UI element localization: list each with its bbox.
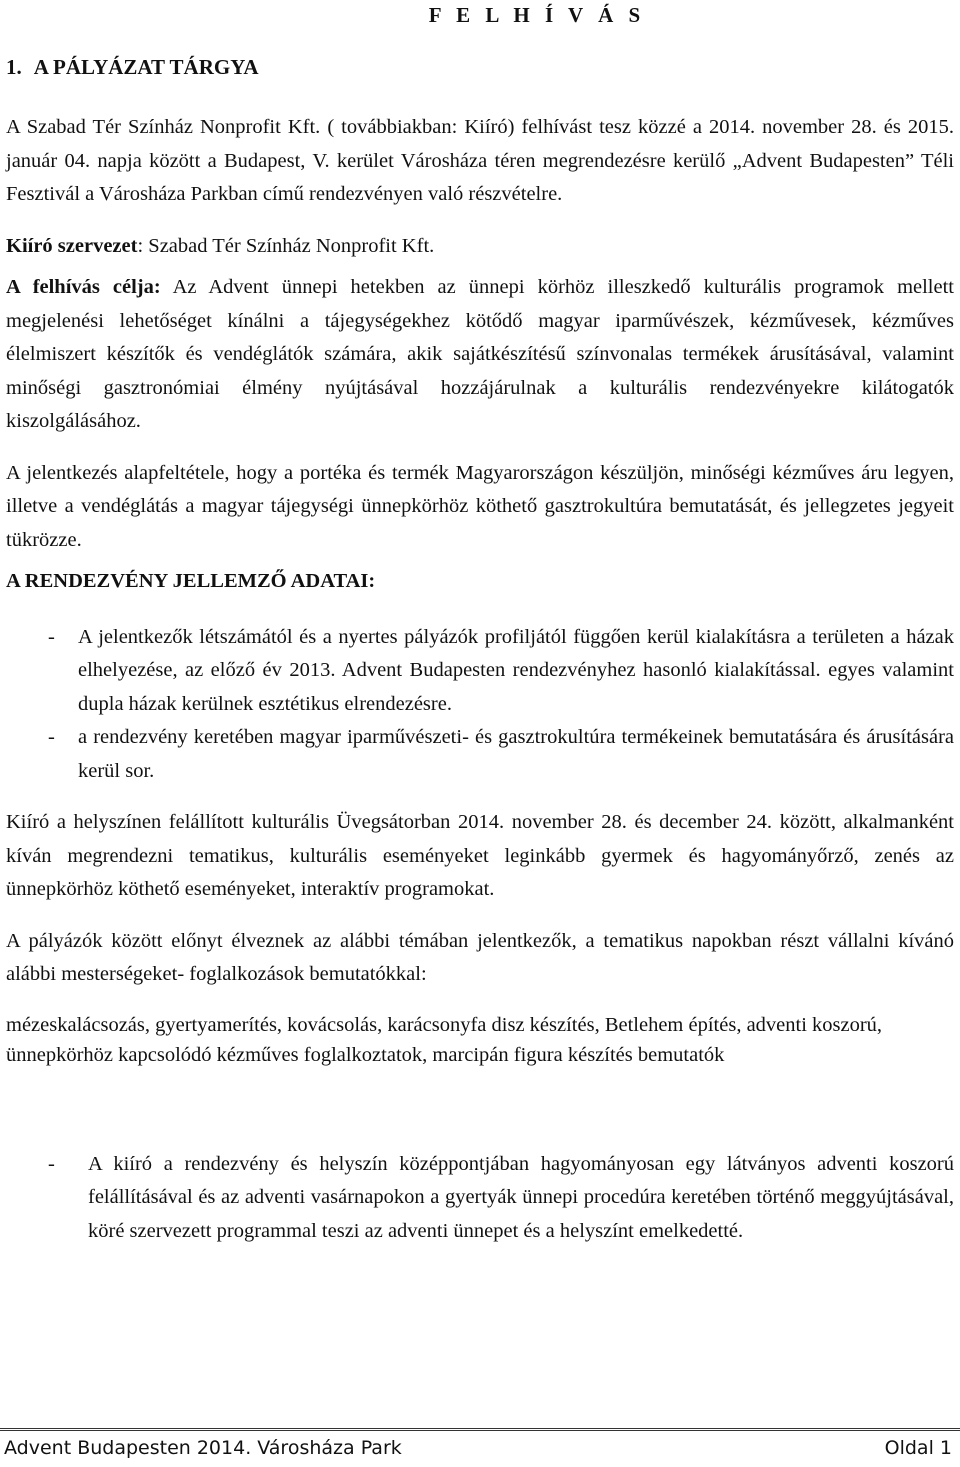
section-title: A PÁLYÁZAT TÁRGYA: [33, 55, 259, 79]
dash-marker: -: [48, 726, 55, 748]
footer-title: Advent Budapesten 2014. Városháza Park: [4, 1437, 402, 1459]
page-number: Oldal 1: [884, 1437, 952, 1459]
wreath-list: [6, 1148, 954, 1249]
document-title: F E L H Í V Á S: [428, 3, 646, 27]
section-number: 1.: [6, 55, 22, 79]
footer-divider: [0, 1428, 960, 1431]
list-item-text: a rendezvény keretében magyar iparművészeti- és gasztrokultúra termékeinek bemutatására és árusítására kerül sor.: [78, 726, 954, 782]
event-data-heading: A RENDEZVÉNY JELLEMZŐ ADATAI:: [6, 570, 376, 592]
list-item: [6, 1148, 954, 1249]
list-item: [6, 721, 954, 788]
document-body: [6, 111, 954, 1266]
list-item-text: A jelentkezők létszámától és a nyertes pályázók profiljától függően kerül kialakításra a területen a házak elhelyezése, az előző év 2013. Advent Budapesten rendezvényhez hasonló kialakítással. egyes valamint dupla házak kerülnek esztétikus elrendezésre.: [78, 625, 954, 715]
dash-marker: -: [48, 625, 55, 648]
organizer-label: Kiíró szervezet: [6, 234, 138, 257]
condition-paragraph: A jelentkezés alapfeltétele, hogy a portéka és termék Magyarországon készüljön, minőségi kézműves áru legyen, illetve a vendéglátás a magyar tájegységi ünnepkörhöz köthető gasztrokultúra bemutatását, és jellegzetes jegyeit tükrözze.: [6, 461, 954, 551]
intro-paragraph: A Szabad Tér Színház Nonprofit Kft. ( továbbiakban: Kiíró) felhívást tesz közzé a 2014. november 28. és 2015. január 04. napja között a Budapest, V. kerület Városháza téren megrendezésre kerülő „Advent Budapesten” Téli Fesztivál a Városháza Parkban című rendezvényen való részvételre.: [6, 116, 954, 205]
dash-marker: -: [48, 1152, 55, 1175]
goal-paragraph: [6, 271, 954, 439]
event-data-list: [6, 621, 954, 789]
list-item-text: A kiíró a rendezvény és helyszín középpontjában hagyományosan egy látványos adventi koszorú felállításával és az adventi vasárnapokon a gyertyák ünnepi procedúra keretében történő meggyújtásával, köré szervezett programmal teszi az adventi ünnepet és a helyszínt emelkedetté.: [88, 1152, 954, 1242]
tent-paragraph: Kiíró a helyszínen felállított kulturális Üvegsátorban 2014. november 28. és december 24. között, alkalmanként kíván megrendezni tematikus, kulturális eseményeket leginkább gyermek és hagyományőrző, zenés az ünnepkörhöz köthető eseményeket, interaktív programokat.: [6, 811, 954, 900]
goal-text: Az Advent ünnepi hetekben az ünnepi körhöz illeszkedő kulturális programok mellett megjelenési lehetőséget kínálni a tájegységekhez kötődő magyar iparművészek, kézművesek, kézműves élelmiszert készítők és vendéglátók számára, akik sajátkészítésű színvonalas termékek árusításával, valamint minőségi gasztronómiai élmény nyújtásával hozzájárulnak a kulturális rendezvényekre kilátogatók kiszolgálásához.: [6, 276, 954, 432]
section-heading: [6, 55, 259, 80]
organizer-paragraph: [6, 230, 954, 264]
goal-label: A felhívás célja:: [6, 276, 161, 298]
list-item: [6, 621, 954, 722]
organizer-value: : Szabad Tér Színház Nonprofit Kft.: [137, 234, 435, 257]
page-footer: [4, 1437, 952, 1459]
crafts-paragraph: mézeskalácsozás, gyertyamerítés, kovácsolás, karácsonyfa disz készítés, Betlehem építés, adventi koszorú, ünnepkörhöz kapcsolódó kézműves foglalkoztatok, marcipán figura készítés bemutatók: [6, 1013, 883, 1066]
advantage-paragraph: A pályázók között előnyt élveznek az alábbi témában jelentkezők, a tematikus napokban részt vállalni kívánó alábbi mesterségeket- foglalkozások bemutatókkal:: [6, 929, 954, 985]
